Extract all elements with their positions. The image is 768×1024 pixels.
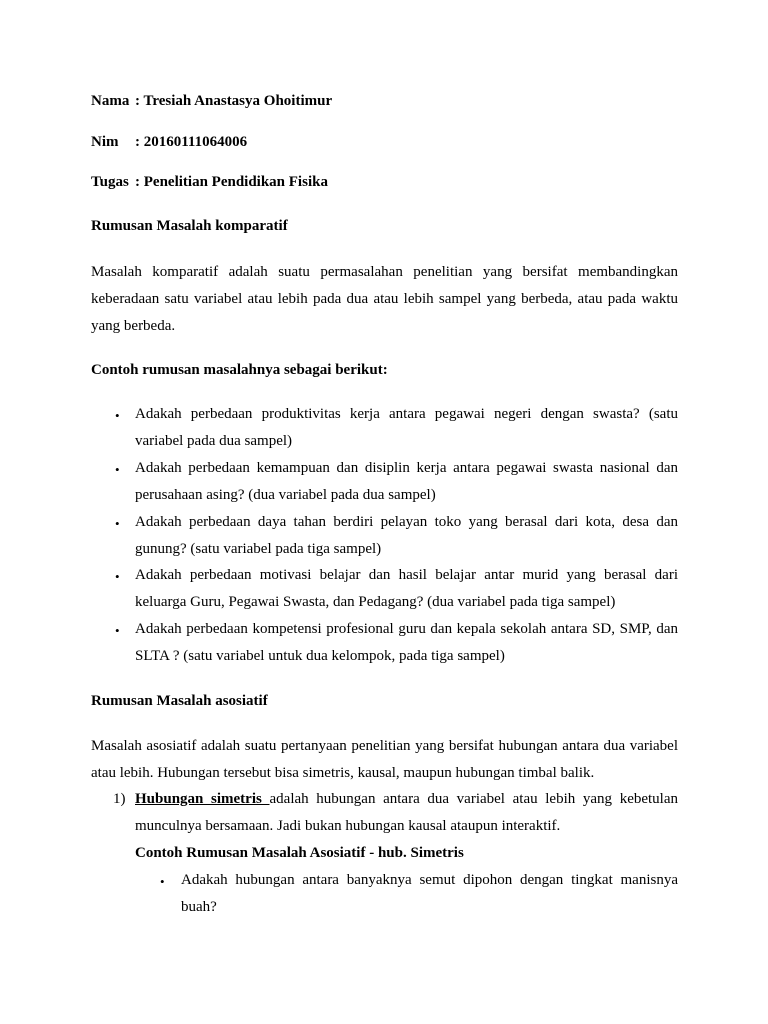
bullet-item-line: Adakah perbedaan motivasi belajar dan hasil belajar antar murid yang berasal dari (135, 567, 678, 583)
nim-value: : 20160111064006 (135, 134, 248, 150)
bullet-icon: • (115, 623, 120, 638)
tugas-row (91, 174, 328, 191)
asosiatif-heading: Rumusan Masalah asosiatif (91, 693, 268, 709)
bullet-item-line: SLTA ? (satu variabel untuk dua kelompok, pada tiga sampel) (135, 648, 505, 664)
sub-heading: Contoh Rumusan Masalah Asosiatif - hub. Simetris (135, 845, 464, 861)
nim-row (91, 134, 247, 151)
asosiatif-paragraph-line: Masalah asosiatif adalah suatu pertanyaan penelitian yang bersifat hubungan antara dua variabel (91, 738, 678, 754)
numbered-item-line (135, 791, 678, 808)
numbered-item-line: munculnya bersamaan. Jadi bukan hubungan kausal ataupun interaktif. (135, 818, 561, 834)
bullet-icon: • (115, 569, 120, 584)
komparatif-heading: Rumusan Masalah komparatif (91, 218, 288, 234)
komparatif-paragraph-line: yang berbeda. (91, 318, 176, 334)
bullet-item-line: Adakah perbedaan kompetensi profesional guru dan kepala sekolah antara SD, SMP, dan (135, 621, 678, 637)
bullet-item-line: gunung? (satu variabel pada tiga sampel) (135, 541, 382, 557)
list-number: 1) (113, 791, 126, 807)
bullet-item-line: keluarga Guru, Pegawai Swasta, dan Pedagang? (dua variabel pada tiga sampel) (135, 594, 616, 610)
nama-row (91, 93, 332, 110)
nama-value: : Tresiah Anastasya Ohoitimur (135, 93, 333, 109)
asosiatif-paragraph-line: atau lebih. Hubungan tersebut bisa simetris, kausal, maupun hubungan timbal balik. (91, 765, 595, 781)
bullet-icon: • (115, 408, 120, 423)
tugas-label: Tugas (91, 174, 129, 190)
bullet-item-line: perusahaan asing? (dua variabel pada dua sampel) (135, 487, 436, 503)
bullet-item-line: Adakah perbedaan kemampuan dan disiplin kerja antara pegawai swasta nasional dan (135, 460, 678, 476)
examples-heading: Contoh rumusan masalahnya sebagai berikut: (91, 362, 388, 378)
sub-bullet-line: buah? (181, 899, 217, 915)
item-line1-rest: adalah hubungan antara dua variabel atau lebih yang kebetulan (269, 791, 678, 807)
item-term: Hubungan simetris (135, 791, 270, 807)
bullet-icon: • (115, 462, 120, 477)
sub-bullet-line: Adakah hubungan antara banyaknya semut dipohon dengan tingkat manisnya (181, 872, 678, 888)
komparatif-paragraph-line: keberadaan satu variabel atau lebih pada dua atau lebih sampel yang berbeda, atau pada waktu (91, 291, 678, 307)
nim-label: Nim (91, 134, 119, 150)
komparatif-paragraph-line: Masalah komparatif adalah suatu permasalahan penelitian yang bersifat membandingkan (91, 264, 678, 280)
bullet-icon: • (160, 874, 165, 889)
bullet-item-line: Adakah perbedaan produktivitas kerja antara pegawai negeri dengan swasta? (satu (135, 406, 678, 422)
bullet-icon: • (115, 516, 120, 531)
bullet-item-line: variabel pada dua sampel) (135, 433, 293, 449)
bullet-item-line: Adakah perbedaan daya tahan berdiri pelayan toko yang berasal dari kota, desa dan (135, 514, 678, 530)
nama-label: Nama (91, 93, 130, 109)
tugas-value: : Penelitian Pendidikan Fisika (135, 174, 328, 190)
